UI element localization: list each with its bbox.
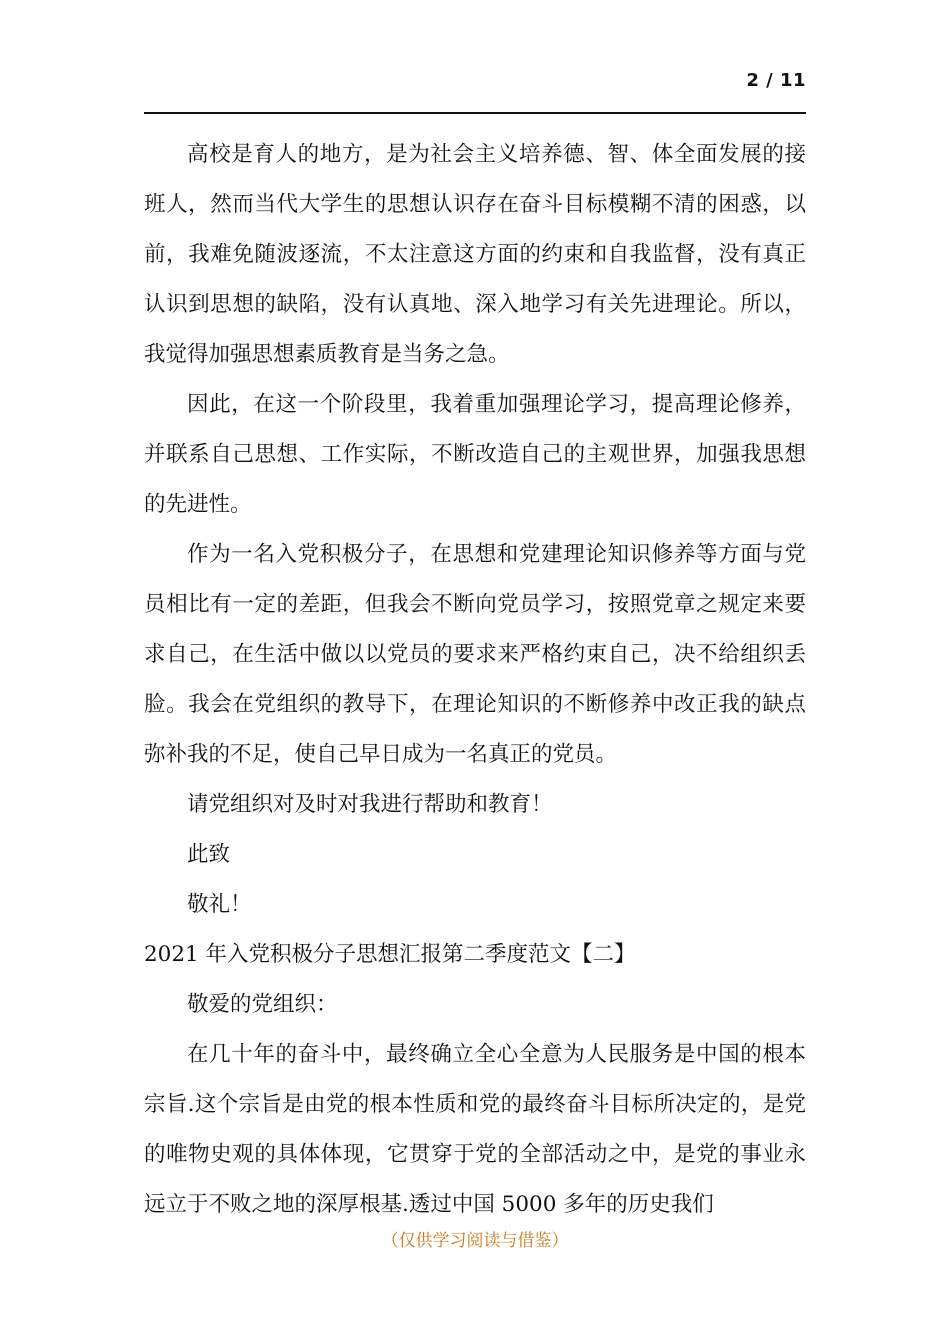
- paragraph-request-guidance: 请党组织对及时对我进行帮助和教育！: [187, 792, 553, 817]
- document-body: [144, 130, 806, 1230]
- footer-note: （仅供学习阅读与借鉴）: [381, 1231, 569, 1251]
- paragraph-closing-jingli: 敬礼！: [187, 892, 252, 917]
- page-number: 2 / 11: [746, 70, 806, 91]
- paragraph-activist-commitment: 作为一名入党积极分子，在思想和党建理论知识修养等方面与党员相比有一定的差距，但我会不断向党员学习，按照党章之规定来要求自己，在生活中做以以党员的要求来严格约束自己，决不给组织丢脸。我会在党组织的教导下，在理论知识的不断修养中改正我的缺点弥补我的不足，使自己早日成为一名真正的党员。: [144, 542, 806, 767]
- paragraph-theory-study: 因此，在这一个阶段里，我着重加强理论学习，提高理论修养，并联系自己思想、工作实际，不断改造自己的主观世界，加强我思想的先进性。: [144, 392, 806, 517]
- paragraph-closing-cizhi: 此致: [187, 842, 231, 867]
- header-rule: [144, 112, 806, 114]
- paragraph-university-education: 高校是育人的地方，是为社会主义培养德、智、体全面发展的接班人，然而当代大学生的思想认识存在奋斗目标模糊不清的困惑，以前，我难免随波逐流，不太注意这方面的约束和自我监督，没有真正认识到思想的缺陷，没有认真地、深入地学习有关先进理论。所以，我觉得加强思想素质教育是当务之急。: [144, 142, 806, 367]
- paragraph-party-purpose: 在几十年的奋斗中，最终确立全心全意为人民服务是中国的根本宗旨.这个宗旨是由党的根本性质和党的最终奋斗目标所决定的，是党的唯物史观的具体体现，它贯穿于党的全部活动之中，是党的事业永远立于不败之地的深厚根基.透过中国 5000 多年的历史我们: [144, 1042, 806, 1217]
- section-heading: 2021 年入党积极分子思想汇报第二季度范文【二】: [144, 942, 636, 967]
- paragraph-salutation: 敬爱的党组织：: [187, 992, 338, 1017]
